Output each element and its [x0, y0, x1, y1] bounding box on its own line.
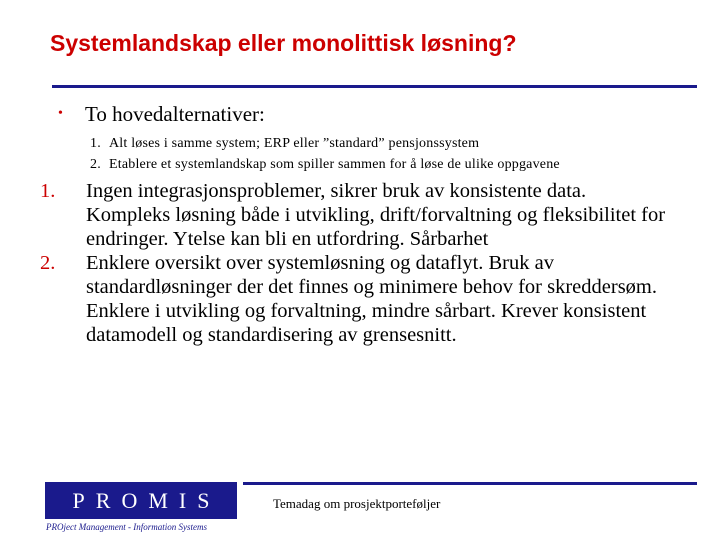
slide-title: Systemlandskap eller monolittisk løsning?	[50, 30, 517, 56]
promis-logo: PROMIS	[45, 482, 237, 519]
main-list-item	[40, 179, 670, 251]
bullet-text: To hovedalternativer:	[85, 102, 265, 126]
main-list	[40, 179, 670, 347]
sub-item-text: Alt løses i samme system; ERP eller ”standard” pensjonssystem	[109, 136, 480, 151]
title-divider	[52, 85, 697, 88]
main-item-number: 2.	[40, 252, 56, 274]
main-item-text: Ingen integrasjonsproblemer, sikrer bruk av konsistente data. Kompleks løsning både i utvikling, drift/forvaltning og fleksibilitet for endringer. Ytelse kan bli en utfordring. Sårbarhet	[86, 180, 666, 250]
sub-item	[90, 136, 479, 152]
footer-caption: Temadag om prosjektporteføljer	[273, 496, 441, 511]
sub-item-text: Etablere et systemlandskap som spiller sammen for å løse de ulike oppgavene	[109, 157, 560, 172]
bullet-marker: •	[58, 106, 63, 121]
sub-item-number: 1.	[90, 136, 101, 151]
main-list-item	[40, 251, 670, 347]
sub-item	[90, 157, 560, 173]
main-item-text: Enklere oversikt over systemløsning og dataflyt. Bruk av standardløsninger der det finnes og minimere behov for skreddersøm. Enklere i utvikling og forvaltning, mindre sårbart. Krever konsistent datamodell og standardisering av grensesnitt.	[86, 252, 657, 346]
logo-subtitle: PROject Management - Information Systems	[46, 522, 207, 532]
main-item-number: 1.	[40, 180, 56, 202]
footer-divider	[243, 482, 697, 485]
sub-item-number: 2.	[90, 157, 101, 172]
